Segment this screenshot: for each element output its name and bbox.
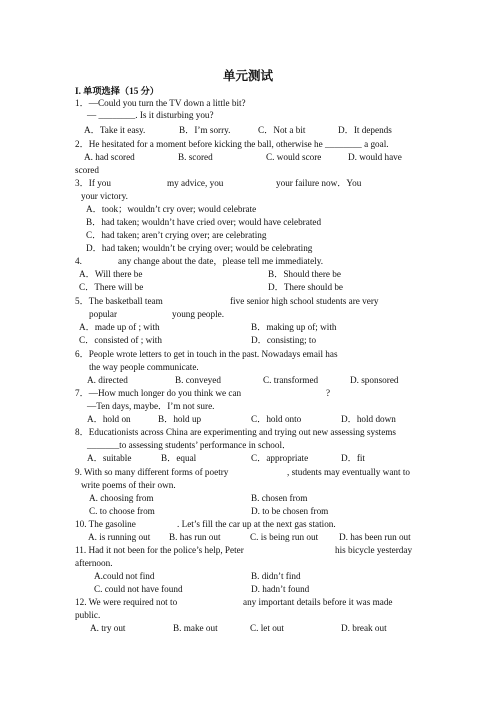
question-1-option-c[interactable]: C．Not a bit bbox=[258, 125, 306, 135]
question-9-stem-part2: , students may eventually want to bbox=[287, 467, 410, 477]
question-8-stem-line2: _______to assessing students’ performance in school． bbox=[87, 440, 292, 450]
question-7-stem-mark: ? bbox=[326, 388, 331, 398]
question-5-option-a[interactable]: A．made up of ; with bbox=[79, 322, 160, 332]
question-3-stem-part2: my advice, you bbox=[167, 178, 224, 188]
question-6-stem: 6．People wrote letters to get in touch in the past. Nowadays email has bbox=[75, 349, 338, 359]
question-5-option-d[interactable]: D．consisting; to bbox=[251, 335, 317, 345]
question-4-option-c[interactable]: C．There will be bbox=[79, 282, 144, 292]
question-3-stem-part1: 3．If you bbox=[75, 178, 111, 188]
question-8-stem: 8．Educationists across China are experimenting and trying out new assessing systems bbox=[75, 427, 396, 437]
question-2-option-c[interactable]: C. would score bbox=[266, 152, 322, 162]
question-4-option-d[interactable]: D．There should be bbox=[268, 282, 344, 292]
question-6-option-d[interactable]: D. sponsored bbox=[350, 375, 399, 385]
question-12-option-b[interactable]: B. make out bbox=[173, 623, 218, 633]
question-5-stem-line2-part1: popular bbox=[89, 309, 118, 319]
question-1-option-b[interactable]: B．I’m sorry. bbox=[179, 125, 231, 135]
question-3-option-d[interactable]: D．had taken; wouldn’t be crying over; would be celebrating bbox=[86, 243, 313, 253]
question-11-option-b[interactable]: B. didn’t find bbox=[251, 571, 301, 581]
question-3-option-c[interactable]: C．had taken; aren’t crying over; are celebrating bbox=[86, 230, 267, 240]
question-8-option-a[interactable]: A．suitable bbox=[87, 453, 132, 463]
question-12-option-a[interactable]: A. try out bbox=[90, 623, 126, 633]
question-1-option-d[interactable]: D．It depends bbox=[338, 125, 392, 135]
question-5-option-c[interactable]: C．consisted of ; with bbox=[79, 335, 162, 345]
question-7-option-c[interactable]: C．hold onto bbox=[251, 414, 302, 424]
question-9-stem-line2: write poems of their own. bbox=[81, 480, 176, 490]
question-4-option-b[interactable]: B．Should there be bbox=[268, 269, 341, 279]
question-10-option-c[interactable]: C. is being run out bbox=[250, 532, 319, 542]
question-10-option-d[interactable]: D. has been run out bbox=[339, 532, 411, 542]
question-11-stem-part1: 11. Had it not been for the police’s help, Peter bbox=[75, 545, 244, 555]
question-6-option-b[interactable]: B. conveyed bbox=[175, 375, 221, 385]
question-5-stem-part2: five senior high school students are very bbox=[230, 296, 379, 306]
question-10-stem-part1: 10. The gasoline bbox=[75, 519, 136, 529]
question-2-option-d-continued: scored bbox=[75, 165, 99, 175]
question-12-option-c[interactable]: C. let out bbox=[250, 623, 284, 633]
question-7-option-b[interactable]: B．hold up bbox=[158, 414, 202, 424]
question-8-option-b[interactable]: B．equal bbox=[161, 453, 197, 463]
question-5-stem-part1: 5．The basketball team bbox=[75, 296, 163, 306]
question-1-stem: 1．—Could you turn the TV down a little bit? bbox=[75, 98, 246, 108]
question-5-stem-line2-part2: young people. bbox=[172, 309, 225, 319]
question-10-option-b[interactable]: B. has run out bbox=[169, 532, 221, 542]
question-11-option-a[interactable]: A.could not find bbox=[94, 571, 155, 581]
question-3-option-a[interactable]: A．took；wouldn’t cry over; would celebrate bbox=[86, 204, 257, 214]
question-11-stem-part2: his bicycle yesterday bbox=[335, 545, 413, 555]
question-1-option-a[interactable]: A．Take it easy. bbox=[84, 125, 146, 135]
question-3-stem-part3: your failure now．You bbox=[276, 178, 362, 188]
question-2-stem: 2．He hesitated for a moment before kicking the ball, otherwise he ________ a goal. bbox=[75, 139, 389, 149]
question-11-stem-line2: afternoon. bbox=[75, 558, 113, 568]
question-3-stem-line2: your victory. bbox=[81, 191, 128, 201]
question-6-option-a[interactable]: A. directed bbox=[87, 375, 128, 385]
question-2-option-d[interactable]: D. would have bbox=[348, 152, 402, 162]
question-1-stem-line2: — ________. Is it disturbing you? bbox=[87, 110, 214, 120]
question-4-stem-text: any change about the date，please tell me immediately. bbox=[118, 256, 324, 266]
question-9-stem-part1: 9. With so many different forms of poetry bbox=[75, 467, 229, 477]
question-12-stem-part2: any important details before it was made bbox=[243, 597, 393, 607]
question-12-stem-part1: 12. We were required not to bbox=[75, 597, 178, 607]
question-7-option-d[interactable]: D．hold down bbox=[341, 414, 396, 424]
question-11-option-d[interactable]: D. hadn’t found bbox=[251, 584, 310, 594]
question-9-option-d[interactable]: D. to be chosen from bbox=[251, 506, 329, 516]
question-10-stem-part2: . Let’s fill the car up at the next gas station. bbox=[177, 519, 336, 529]
question-2-option-a[interactable]: A. had scored bbox=[84, 152, 135, 162]
question-9-option-a[interactable]: A. choosing from bbox=[89, 493, 154, 503]
question-12-option-d[interactable]: D. break out bbox=[341, 623, 387, 633]
section-heading: I. 单项选择（15 分） bbox=[75, 86, 159, 96]
question-7-stem-line2: —Ten days, maybe．I’m not sure. bbox=[87, 401, 215, 411]
question-9-option-c[interactable]: C. to choose from bbox=[89, 506, 155, 516]
question-7-option-a[interactable]: A．hold on bbox=[87, 414, 131, 424]
question-6-stem-line2: the way people communicate. bbox=[89, 362, 199, 372]
question-9-option-b[interactable]: B. chosen from bbox=[251, 493, 308, 503]
question-2-option-b[interactable]: B. scored bbox=[178, 152, 213, 162]
page-title: 单元测试 bbox=[222, 68, 273, 83]
question-5-option-b[interactable]: B．making up of; with bbox=[251, 322, 337, 332]
question-8-option-d[interactable]: D．fit bbox=[341, 453, 365, 463]
question-6-option-c[interactable]: C. transformed bbox=[263, 375, 319, 385]
question-4-number: 4. bbox=[75, 256, 82, 266]
question-10-option-a[interactable]: A. is running out bbox=[88, 532, 151, 542]
question-8-option-c[interactable]: C．appropriate bbox=[251, 453, 309, 463]
question-11-option-c[interactable]: C. could not have found bbox=[94, 584, 183, 594]
question-12-stem-line2: public. bbox=[75, 610, 101, 620]
question-7-stem-text: 7．—How much longer do you think we can bbox=[75, 388, 242, 398]
question-4-option-a[interactable]: A．Will there be bbox=[79, 269, 143, 279]
question-3-option-b[interactable]: B．had taken; wouldn’t have cried over; would have celebrated bbox=[86, 217, 322, 227]
